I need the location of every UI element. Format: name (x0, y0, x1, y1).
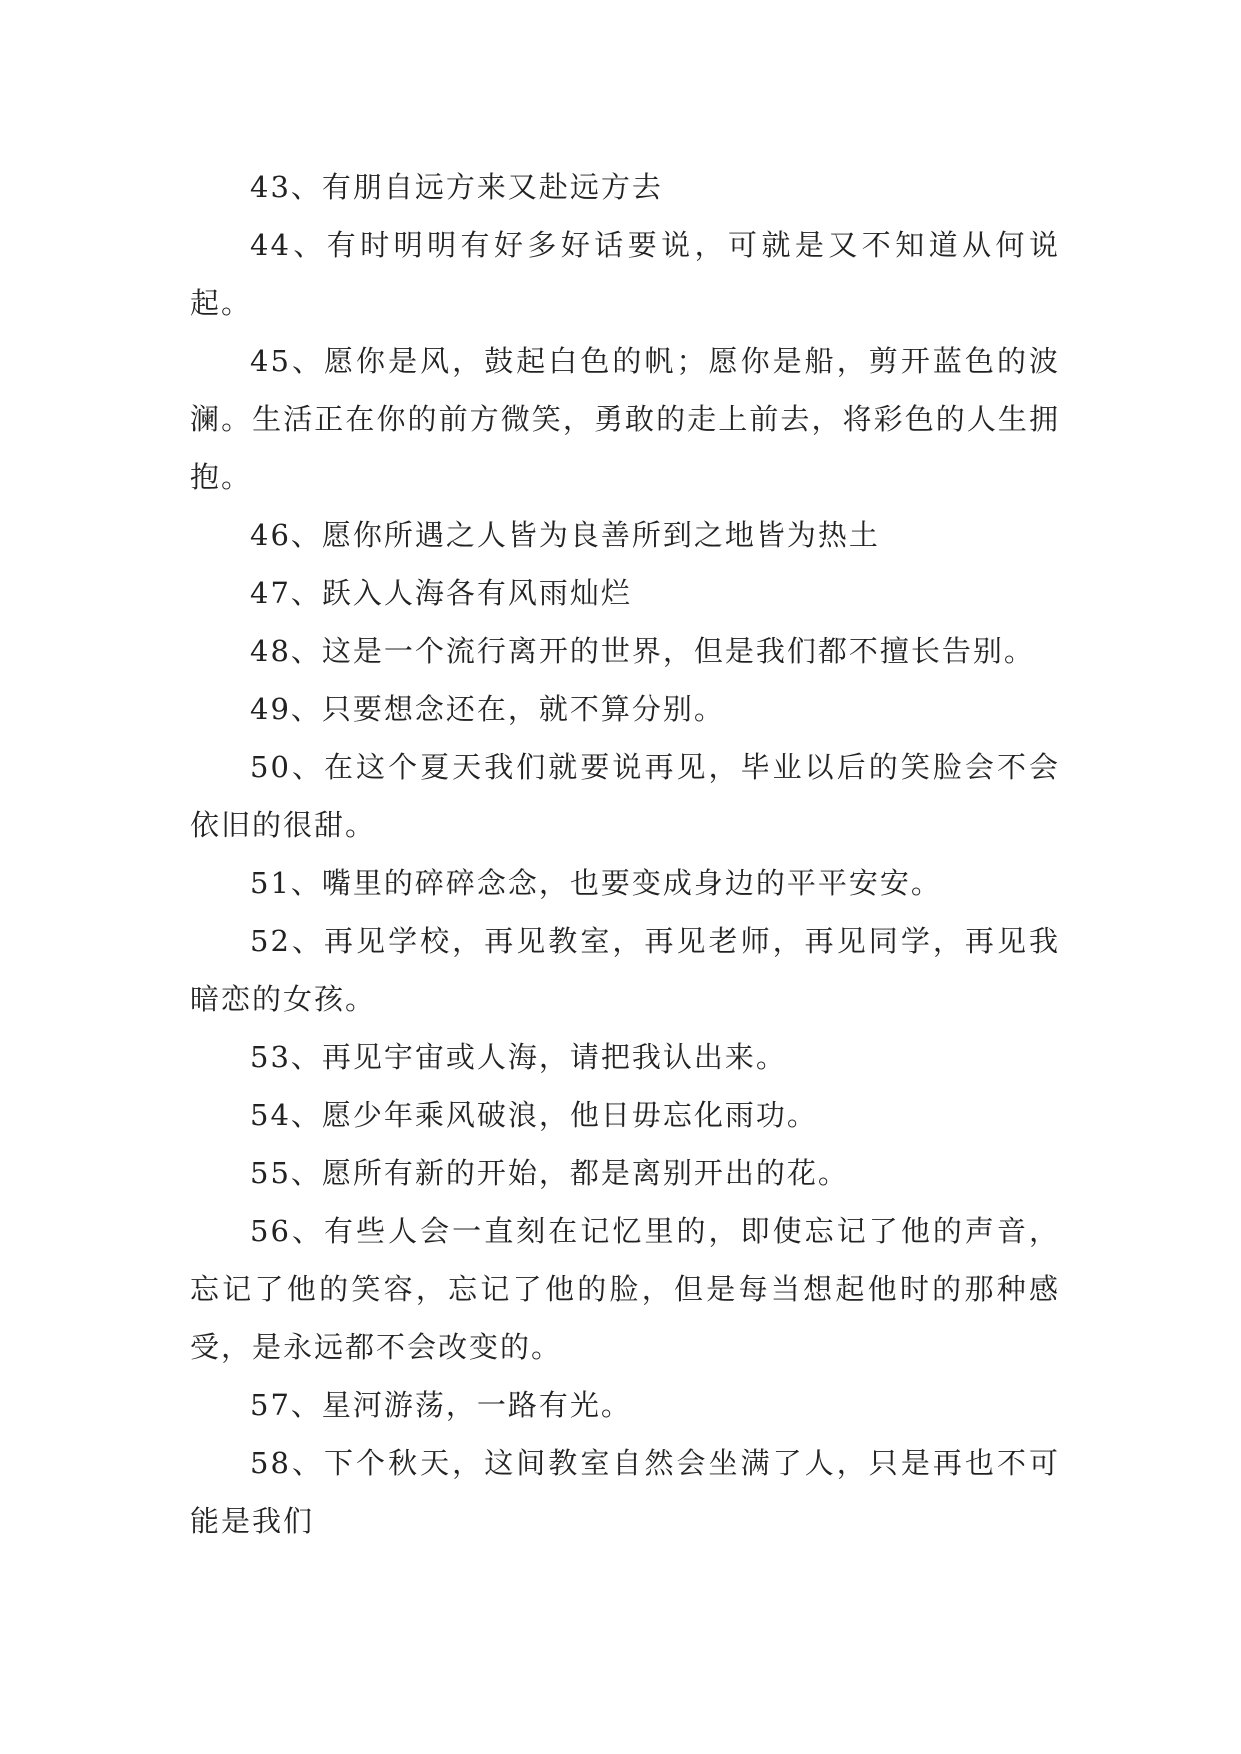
paragraph-55: 55、愿所有新的开始，都是离别开出的花。 (250, 1156, 849, 1190)
paragraph-54: 54、愿少年乘风破浪，他日毋忘化雨功。 (250, 1098, 818, 1132)
paragraph-58: 58、下个秋天，这间教室自然会坐满了人，只是再也不可能是我们 (190, 1446, 1060, 1538)
paragraph-43: 43、有朋自远方来又赴远方去 (250, 170, 663, 204)
paragraph-44: 44、有时明明有好多好话要说，可就是又不知道从何说起。 (190, 228, 1060, 320)
paragraph-52: 52、再见学校，再见教室，再见老师，再见同学，再见我暗恋的女孩。 (190, 924, 1060, 1016)
paragraph-48: 48、这是一个流行离开的世界，但是我们都不擅长告别。 (250, 634, 1035, 668)
paragraph-45: 45、愿你是风，鼓起白色的帆；愿你是船，剪开蓝色的波澜。生活正在你的前方微笑，勇敢的走上前去，将彩色的人生拥抱。 (190, 344, 1060, 494)
document-page (190, 158, 1060, 1550)
paragraph-49: 49、只要想念还在，就不算分别。 (250, 692, 725, 726)
paragraph-51: 51、嘴里的碎碎念念，也要变成身边的平平安安。 (250, 866, 942, 900)
paragraph-56: 56、有些人会一直刻在记忆里的，即使忘记了他的声音，忘记了他的笑容，忘记了他的脸，但是每当想起他时的那种感受，是永远都不会改变的。 (190, 1214, 1060, 1364)
paragraph-53: 53、再见宇宙或人海，请把我认出来。 (250, 1040, 787, 1074)
paragraph-57: 57、星河游荡，一路有光。 (250, 1388, 632, 1422)
paragraph-50: 50、在这个夏天我们就要说再见，毕业以后的笑脸会不会依旧的很甜。 (190, 750, 1060, 842)
paragraph-47: 47、跃入人海各有风雨灿烂 (250, 576, 632, 610)
paragraph-46: 46、愿你所遇之人皆为良善所到之地皆为热土 (250, 518, 880, 552)
